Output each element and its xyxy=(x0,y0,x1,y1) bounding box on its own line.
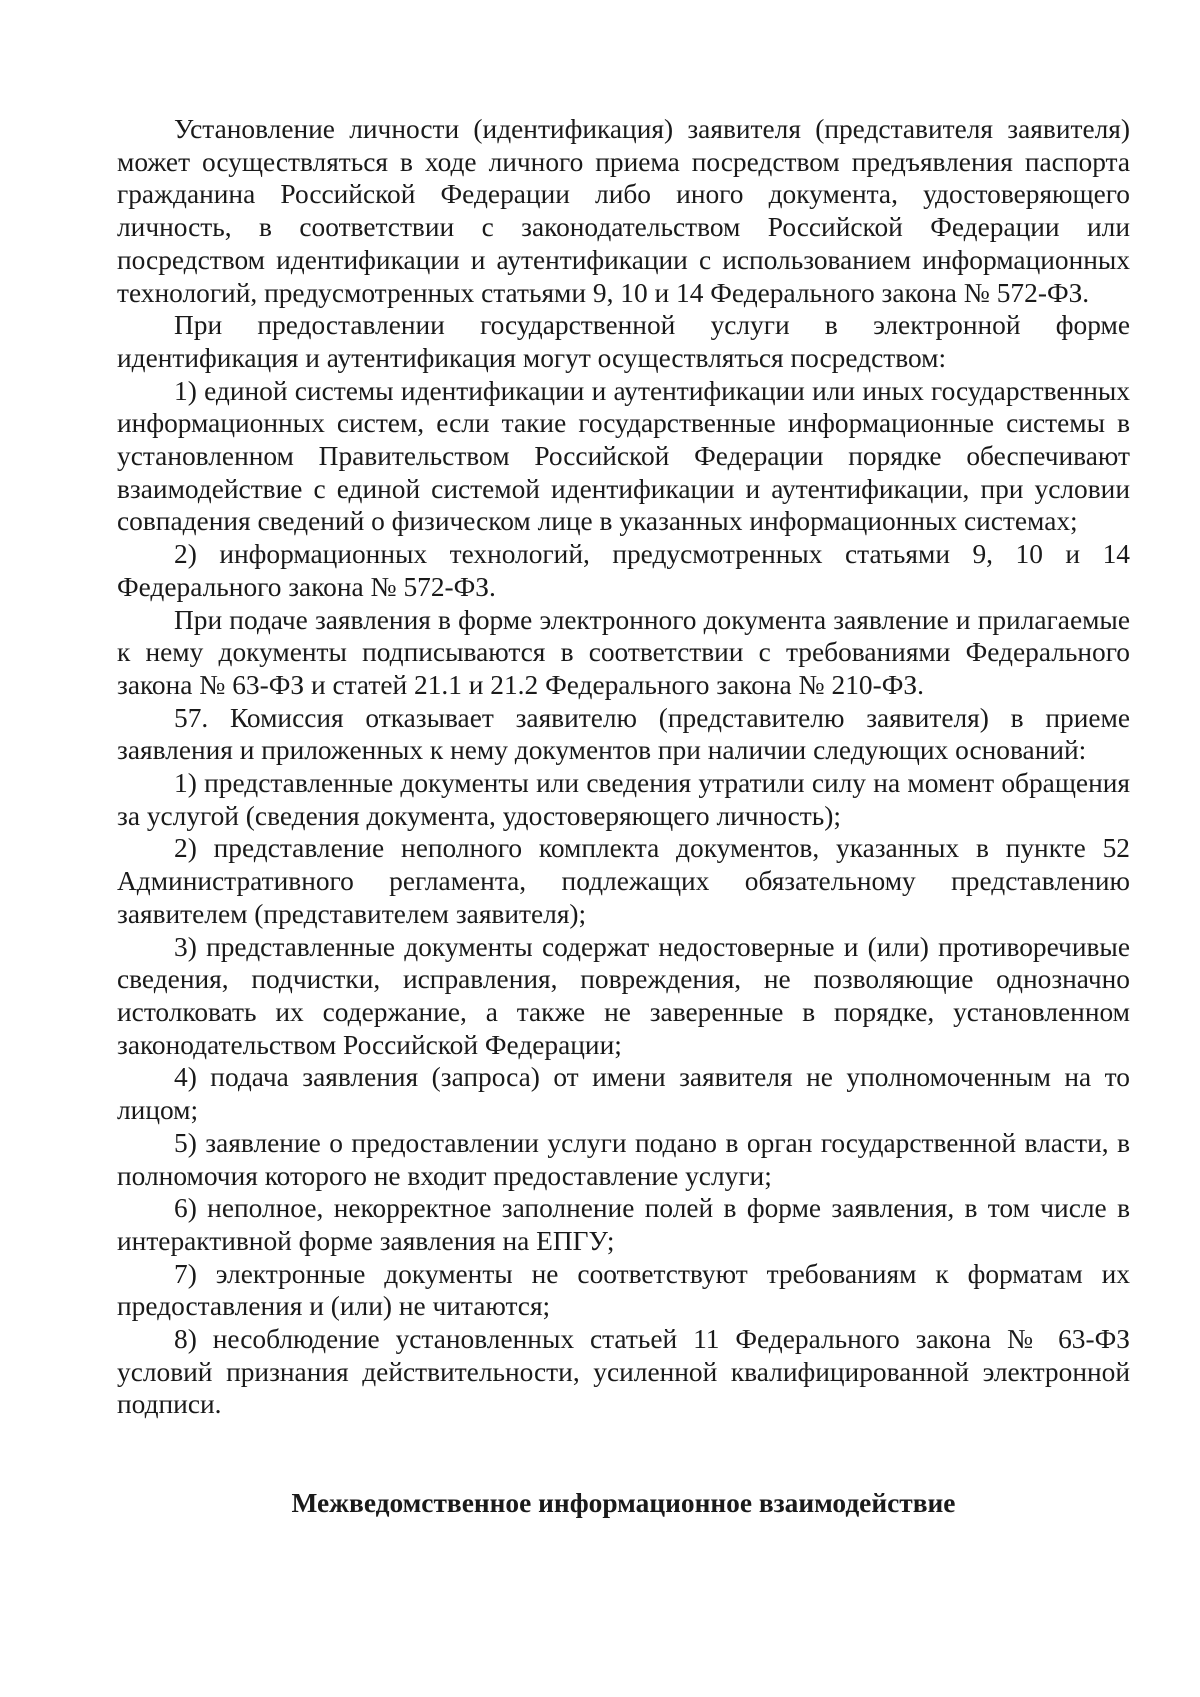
list-item-information-technologies: 2) информационных технологий, предусмотренных статьями 9, 10 и 14 Федерального закона № 572-ФЗ. xyxy=(117,539,1130,602)
section-heading: Межведомственное информационное взаимодействие xyxy=(291,1488,956,1518)
refusal-ground-5: 5) заявление о предоставлении услуги подано в орган государственной власти, в полномочия которого не входит предоставление услуги; xyxy=(117,1127,1130,1191)
refusal-ground-1: 1) представленные документы или сведения утратили силу на момент обращения за услугой (сведения документа, удостоверяющего личность); xyxy=(117,768,1130,831)
document-body xyxy=(117,113,1130,1421)
refusal-ground-7: 7) электронные документы не соответствуют требованиям к форматам их предоставления и (или) не читаются; xyxy=(117,1258,1130,1322)
paragraph-electronic-signature: При подаче заявления в форме электронного документа заявление и прилагаемые к нему документы подписываются в соответствии с требованиями Федерального закона № 63-ФЗ и статей 21.1 и 21.2 Федерального закона № 210-ФЗ. xyxy=(117,604,1130,700)
paragraph-57-refusal-grounds: 57. Комиссия отказывает заявителю (представителю заявителя) в приеме заявления и приложенных к нему документов при наличии следующих оснований: xyxy=(117,702,1130,766)
refusal-ground-4: 4) подача заявления (запроса) от имени заявителя не уполномоченным на то лицом; xyxy=(117,1062,1130,1126)
refusal-ground-2: 2) представление неполного комплекта документов, указанных в пункте 52 Административного регламента, подлежащих обязательному представлению заявителем (представителем заявителя); xyxy=(117,833,1130,929)
refusal-ground-8: 8) несоблюдение установленных статьей 11 Федерального закона № 63-ФЗ условий признания действительности, усиленной квалифицированной электронной подписи. xyxy=(117,1324,1130,1420)
paragraph-identification: Установление личности (идентификация) заявителя (представителя заявителя) может осуществляться в ходе личного приема посредством предъявления паспорта гражданина Российской Федерации либо иного документа, удостоверяющего личность, в соответствии с законодательством Российской Федерации или посредством идентификации и аутентификации с использованием информационных технологий, предусмотренных статьями 9, 10 и 14 Федерального закона № 572-ФЗ. xyxy=(117,114,1130,308)
list-item-esia: 1) единой системы идентификации и аутентификации или иных государственных информационных систем, если такие государственные информационные системы в установленном Правительством Российской Федерации порядке обеспечивают взаимодействие с единой системой идентификации и аутентификации, при условии совпадения сведений о физическом лице в указанных информационных системах; xyxy=(117,375,1130,537)
refusal-ground-3: 3) представленные документы содержат недостоверные и (или) противоречивые сведения, подчистки, исправления, повреждения, не позволяющие однозначно истолковать их содержание, а также не заверенные в порядке, установленном законодательством Российской Федерации; xyxy=(117,931,1130,1060)
paragraph-electronic-identification: При предоставлении государственной услуги в электронной форме идентификация и аутентификация могут осуществляться посредством: xyxy=(117,310,1130,373)
refusal-ground-6: 6) неполное, некорректное заполнение полей в форме заявления, в том числе в интерактивной форме заявления на ЕПГУ; xyxy=(117,1193,1130,1256)
